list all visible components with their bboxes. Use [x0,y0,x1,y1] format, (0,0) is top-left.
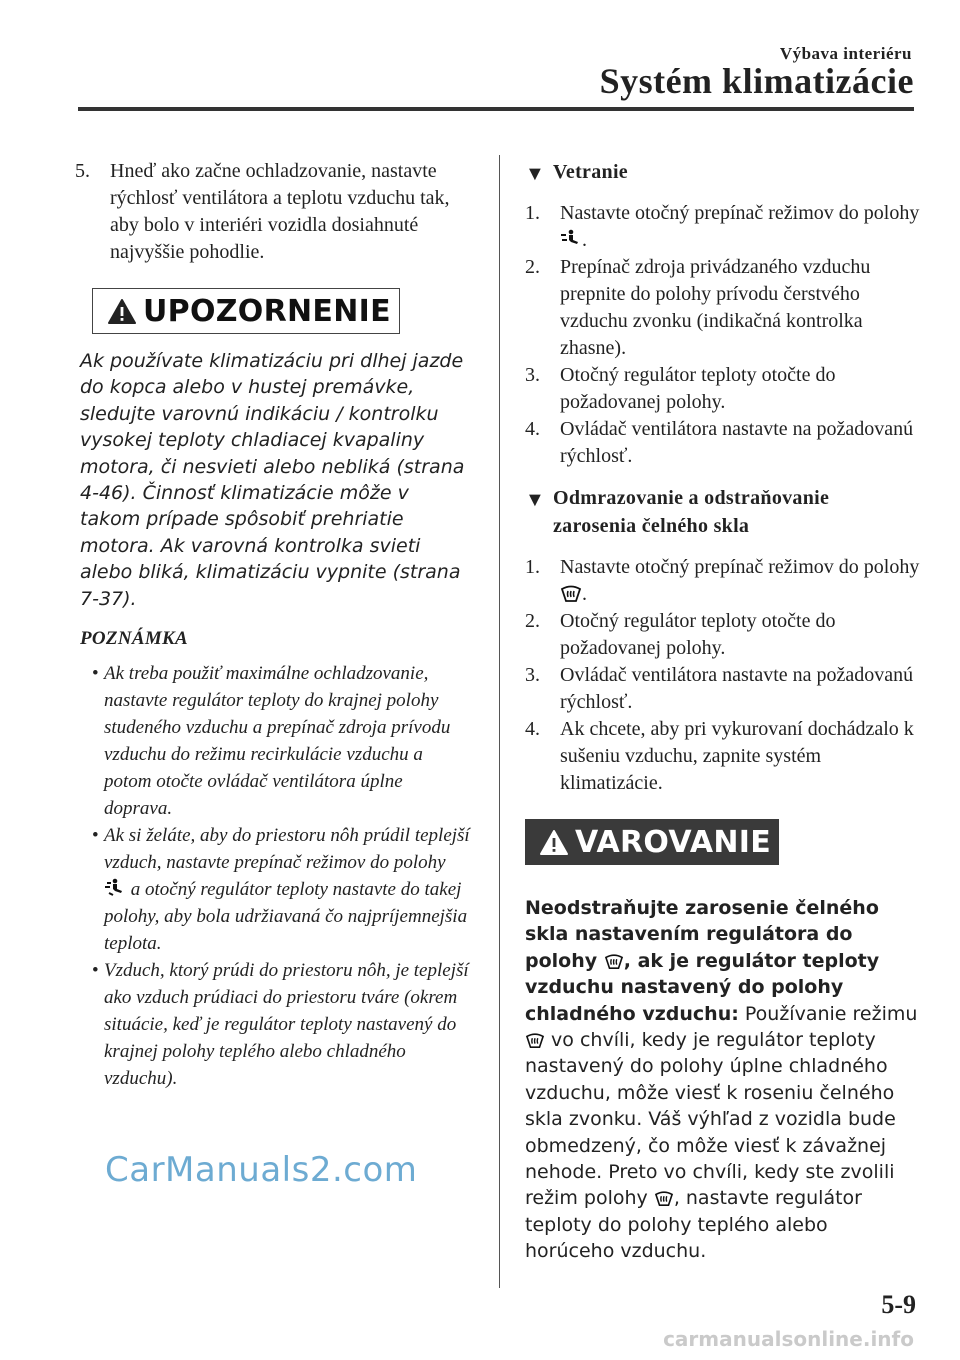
warning-bold-text: Neodstraňujte zarosenie čelného skla nastavením regulátora do polohy [525,897,879,972]
step-number: 1. [525,202,540,224]
section-heading-text: Odmrazovanie a odstraňovanie [553,487,830,509]
step-text: Nastavte otočný prepínač režimov do polohy [560,202,920,224]
note-text: Vzduch, ktorý prúdi do priestoru nôh, je teplejší ako vzduch prúdiaci do priestoru tváre (okrem situácie, keď je regulátor teploty nastavený do krajnej polohy teplého alebo chladného vzduchu). [104,960,469,1090]
step-text: Hneď ako začne ochladzovanie, nastavte rýchlosť ventilátora a teplotu vzduchu tak, aby bolo v interiéri vozidla dosiahnuté najvyššie pohodlie. [110,160,450,263]
step-text: Prepínač zdroja privádzaného vzduchu prepnite do polohy prívodu čerstvého vzduchu zvonku (indikačná kontrolka zhasne). [560,256,871,359]
source-watermark: carmanualsonline.info [663,1327,914,1351]
windshield-defrost-icon [525,1031,545,1049]
caution-label: UPOZORNENIE [143,293,391,329]
warning-text [525,895,920,1265]
step-text: Ovládač ventilátora nastavte na požadovanú rýchlosť. [560,664,914,713]
warning-box [525,819,779,865]
note-text: Ak treba použiť maximálne ochladzovanie, nastavte regulátor teploty do krajnej polohy studeného vzduchu a prepínač zdroja prívodu vzduchu do režimu recirkulácie vzduchu a potom otočte ovládač ventilátora úplne doprava. [104,663,451,820]
page-number: 5-9 [881,1290,916,1319]
section-heading-text: Vetranie [553,161,628,183]
warning-triangle-icon [107,298,137,325]
vent-step [525,254,920,362]
defrost-step [525,716,920,797]
step-text: Otočný regulátor teploty otočte do požadovanej polohy. [560,364,836,413]
step-5 [75,158,472,266]
warning-label: VAROVANIE [575,824,772,860]
windshield-defrost-icon [654,1189,674,1207]
page-title: Systém klimatizácie [599,61,914,101]
windshield-defrost-icon [560,583,582,603]
note-item [80,957,472,1092]
bullet: • [92,825,99,847]
step-number: 3. [525,664,540,686]
vent-step [525,416,920,470]
step-text-end: . [582,583,587,605]
triangle-marker-icon: ▼ [525,163,546,185]
foot-vent-mode-icon [104,878,126,898]
step-number: 4. [525,418,540,440]
vent-step [525,362,920,416]
step-number: 1. [525,556,540,578]
watermark: CarManuals2.com [105,1150,418,1190]
face-vent-mode-icon [560,229,582,249]
warning-bold-text: , ak je regulátor teploty vzduchu nastavený do polohy chladného vzduchu: [525,949,880,1025]
defrost-step [525,608,920,662]
step-number: 4. [525,718,540,740]
section-subtitle: Výbava interiéru [779,44,912,63]
step-text: Nastavte otočný prepínač režimov do polohy [560,556,920,578]
step-number: 5. [75,160,90,182]
note-heading: POZNÁMKA [80,628,188,650]
column-divider [499,155,500,1288]
bullet: • [92,960,99,982]
triangle-marker-icon: ▼ [525,489,546,511]
step-text: Ovládač ventilátora nastavte na požadovanú rýchlosť. [560,418,914,467]
defrost-step [525,554,920,608]
note-item [80,822,472,957]
left-column [75,158,472,1092]
bullet: • [92,663,99,685]
warning-body: vo chvíli, kedy je regulátor teploty nastavený do polohy úplne chladného vzduchu, môže viesť k roseniu čelného skla zvonku. Váš výhľad z vozidla bude obmedzený, čo môže viesť k závažnej nehode. Preto vo chvíli, kedy ste zvolili režim polohy [525,1029,896,1210]
caution-box [92,288,400,334]
note-text: a otočný regulátor teploty nastavte do takej polohy, aby bola udržiavaná čo najpríjemnejšia teplota. [104,879,468,955]
step-number: 3. [525,364,540,386]
warning-body: Používanie režimu [744,1002,918,1025]
step-text-end: . [582,229,587,251]
note-item [80,660,472,822]
step-text: Otočný regulátor teploty otočte do požadovanej polohy. [560,610,836,659]
windshield-defrost-icon [604,952,624,970]
warning-triangle-icon [539,829,569,856]
section-heading-ventilation [525,158,920,186]
section-heading-defrost [525,484,920,540]
warning-body: , nastavte regulátor teploty do polohy teplého alebo horúceho vzduchu. [525,1187,862,1263]
section-heading-text: zarosenia čelného skla [553,515,750,537]
header-rule [78,107,914,111]
caution-text: Ak používate klimatizáciu pri dlhej jazde do kopca alebo v hustej premávke, sledujte varovnú indikáciu / kontrolku vysokej teploty chladiacej kvapaliny motora, či nesvieti alebo nebliká (strana 4-46). Činnosť klimatizácie môže v takom prípade spôsobiť prehriatie motora. Ak varovná kontrolka svieti alebo bliká, klimatizáciu vypnite (strana 7-37). [80,350,465,610]
step-number: 2. [525,610,540,632]
vent-step [525,200,920,254]
defrost-step [525,662,920,716]
step-number: 2. [525,256,540,278]
step-text: Ak chcete, aby pri vykurovaní dochádzalo k sušeniu vzduchu, zapnite systém klimatizácie. [560,718,914,794]
note-text: Ak si želáte, aby do priestoru nôh prúdil teplejší vzduch, nastavte prepínač režimov do polohy [104,825,470,874]
right-column [525,158,920,1265]
